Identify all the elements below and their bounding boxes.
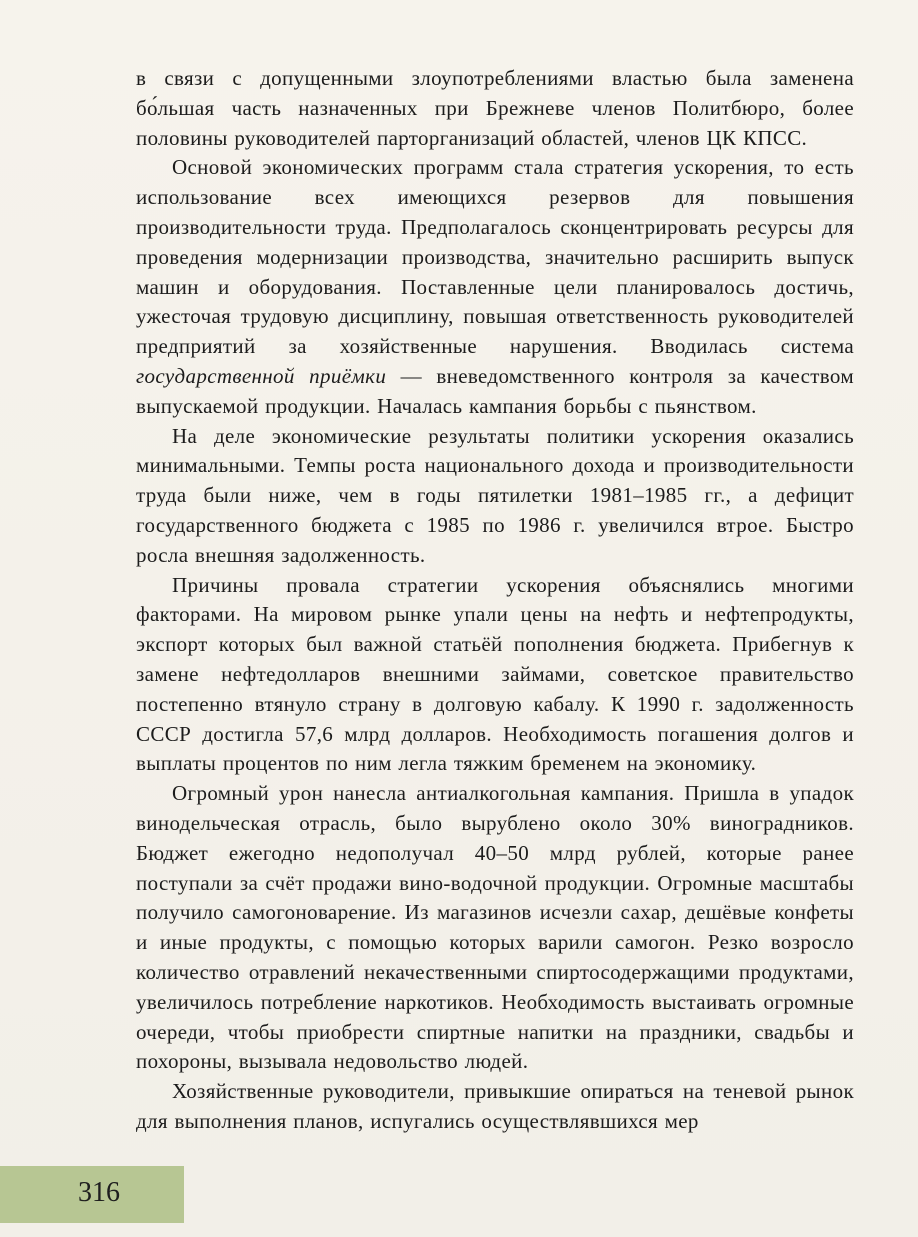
term-state-acceptance: государственной приёмки xyxy=(136,363,387,388)
page-number: 316 xyxy=(78,1177,120,1208)
paragraph-text-before: Основой экономических программ стала стратегия ускорения, то есть использование всех имеющихся резервов для повышения производительности труда. Предполагалось сконцентрировать ресурсы для проведения модернизации производства, значительно расширить выпуск машин и оборудования. Поставленные цели планировалось достичь, ужесточая трудовую дисциплину, повышая ответственность руководителей предприятий за хозяйственные нарушения. Вводилась система xyxy=(136,155,854,359)
paragraph-anti-alcohol-campaign: Огромный урон нанесла антиалкогольная кампания. Пришла в упадок винодельческая отрасль, было вырублено около 30% виноградников. Бюджет ежегодно недополучал 40–50 млрд рублей, которые ранее поступали за счёт продажи вино-водочной продукции. Огромные масштабы получило самогоноварение. Из магазинов исчезли сахар, дешёвые конфеты и иные продукты, с помощью которых варили самогон. Резко возросло количество отравлений некачественными спиртосодержащими продуктами, увеличилось потребление наркотиков. Необходимость выстаивать огромные очереди, чтобы приобрести спиртные напитки на праздники, свадьбы и похороны, вызывала недовольство людей. xyxy=(136,781,854,1074)
paragraph-economic-results: На деле экономические результаты политики ускорения оказались минимальными. Темпы роста национального дохода и производительности труда были ниже, чем в годы пятилетки 1981–1985 гг., а дефицит государственного бюджета с 1985 по 1986 г. увеличился втрое. Быстро росла внешняя задолженность. xyxy=(136,423,854,567)
paragraph-continuation: в связи с допущенными злоупотреблениями властью была заменена бо́льшая часть назначенных при Брежневе членов Политбюро, более половины руководителей парторганизаций областей, членов ЦК КПСС. xyxy=(136,66,854,150)
paragraph-acceleration-strategy xyxy=(136,153,854,421)
paragraph-text-after: — вневедомственного контроля за качеством выпускаемой продукции. Началась кампания борьбы с пьянством. xyxy=(136,363,855,418)
paragraph-shadow-market: Хозяйственные руководители, привыкшие опираться на теневой рынок для выполнения планов, испугались осуществлявшихся мер xyxy=(136,1079,854,1133)
body-text xyxy=(136,64,854,1137)
paragraph-failure-reasons: Причины провала стратегии ускорения объяснялись многими факторами. На мировом рынке упали цены на нефть и нефтепродукты, экспорт которых был важной статьёй пополнения бюджета. Прибегнув к замене нефтедолларов внешними займами, советское правительство постепенно втянуло страну в долговую кабалу. К 1990 г. задолженность СССР достигла 57,6 млрд долларов. Необходимость погашения долгов и выплаты процентов по ним легла тяжким бременем на экономику. xyxy=(136,572,854,776)
